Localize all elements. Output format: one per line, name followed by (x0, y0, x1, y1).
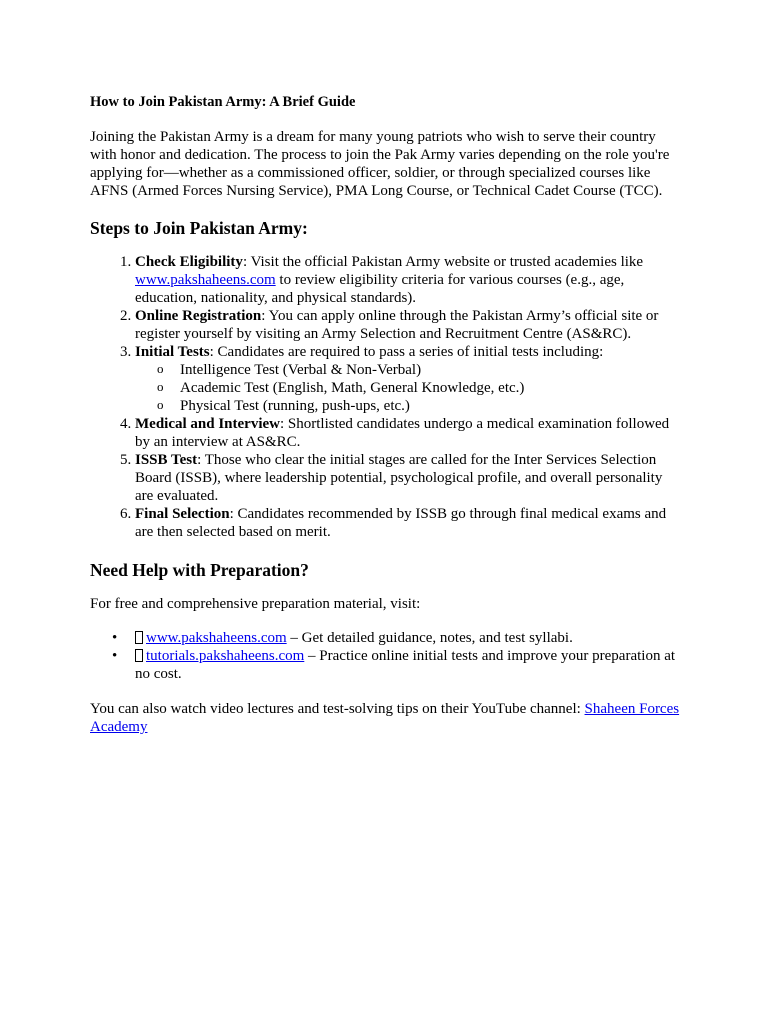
resource-item: • tutorials.pakshaheens.com – Practice online initial tests and improve your preparation at no cost. (112, 648, 676, 682)
step-item-initial-tests (135, 343, 680, 415)
document-title: How to Join Pakistan Army: A Brief Guide (90, 94, 356, 110)
step-item-medical (135, 415, 680, 451)
step-title: Check Eligibility (135, 254, 243, 270)
sub-list-item: o Academic Test (English, Math, General Knowledge, etc.) (157, 379, 525, 396)
missing-glyph-icon (135, 649, 143, 662)
step-title: Online Registration (135, 308, 262, 324)
help-heading: Need Help with Preparation? (90, 560, 309, 580)
help-intro-paragraph: For free and comprehensive preparation material, visit: (90, 596, 421, 612)
step-text: : Visit the official Pakistan Army website or trusted academies like (242, 254, 644, 270)
step-text: : You can apply online through the Pakistan Army’s official site or register yourself by visiting an Army Selection and Recruitment Centre (AS&RC). (135, 308, 659, 342)
steps-heading: Steps to Join Pakistan Army: (90, 218, 308, 238)
step-item-final-selection (135, 505, 680, 541)
step-text: : Candidates recommended by ISSB go through final medical exams and are then selected based on merit. (135, 506, 667, 540)
sub-list-item: o Physical Test (running, push-ups, etc.) (157, 397, 410, 414)
intro-paragraph: Joining the Pakistan Army is a dream for many young patriots who wish to serve their country with honor and dedication. The process to join the Pak Army varies depending on the role you're applying for—whether as a commissioned officer, soldier, or through specialized courses like AFNS (Armed Forces Nursing Service), PMA Long Course, or Technical Cadet Course (TCC). (90, 129, 670, 199)
missing-glyph-icon (135, 631, 143, 644)
step-title: Initial Tests (135, 344, 210, 360)
step-text: to review eligibility criteria for various courses (e.g., age, education, nationality, and physical standards). (135, 272, 625, 306)
step-title: Final Selection (135, 506, 230, 522)
youtube-paragraph: You can also watch video lectures and test-solving tips on their YouTube channel: Shaheen Forces Academy (90, 701, 680, 735)
tutorials-resource-link[interactable]: tutorials.pakshaheens.com (146, 648, 305, 664)
step-text: : Shortlisted candidates undergo a medical examination followed by an interview at AS&RC. (135, 416, 670, 450)
youtube-channel-link[interactable]: Shaheen Forces Academy (90, 701, 680, 735)
circle-bullet-icon: o (157, 361, 164, 376)
pakshaheens-resource-link[interactable]: www.pakshaheens.com (146, 630, 287, 646)
circle-bullet-icon: o (157, 379, 164, 394)
bullet-icon: • (112, 630, 118, 646)
step-title: Medical and Interview (135, 416, 280, 432)
circle-bullet-icon: o (157, 397, 164, 412)
step-item-registration (135, 307, 680, 343)
step-item-eligibility (135, 253, 680, 307)
resources-list (90, 629, 680, 683)
document-page (90, 93, 680, 736)
step-item-issb (135, 451, 680, 505)
initial-tests-sublist (135, 361, 680, 415)
pakshaheens-link[interactable]: www.pakshaheens.com (135, 272, 276, 288)
sub-list-item: o Intelligence Test (Verbal & Non-Verbal) (157, 361, 422, 378)
bullet-icon: • (112, 648, 118, 664)
step-text: : Those who clear the initial stages are called for the Inter Services Selection Board (ISSB), where leadership potential, psychological profile, and overall personality are evaluated. (135, 452, 663, 504)
step-text: : Candidates are required to pass a series of initial tests including: (209, 344, 604, 360)
resource-item: • www.pakshaheens.com – Get detailed guidance, notes, and test syllabi. (112, 630, 573, 646)
steps-list (90, 253, 680, 541)
step-title: ISSB Test (135, 452, 198, 468)
